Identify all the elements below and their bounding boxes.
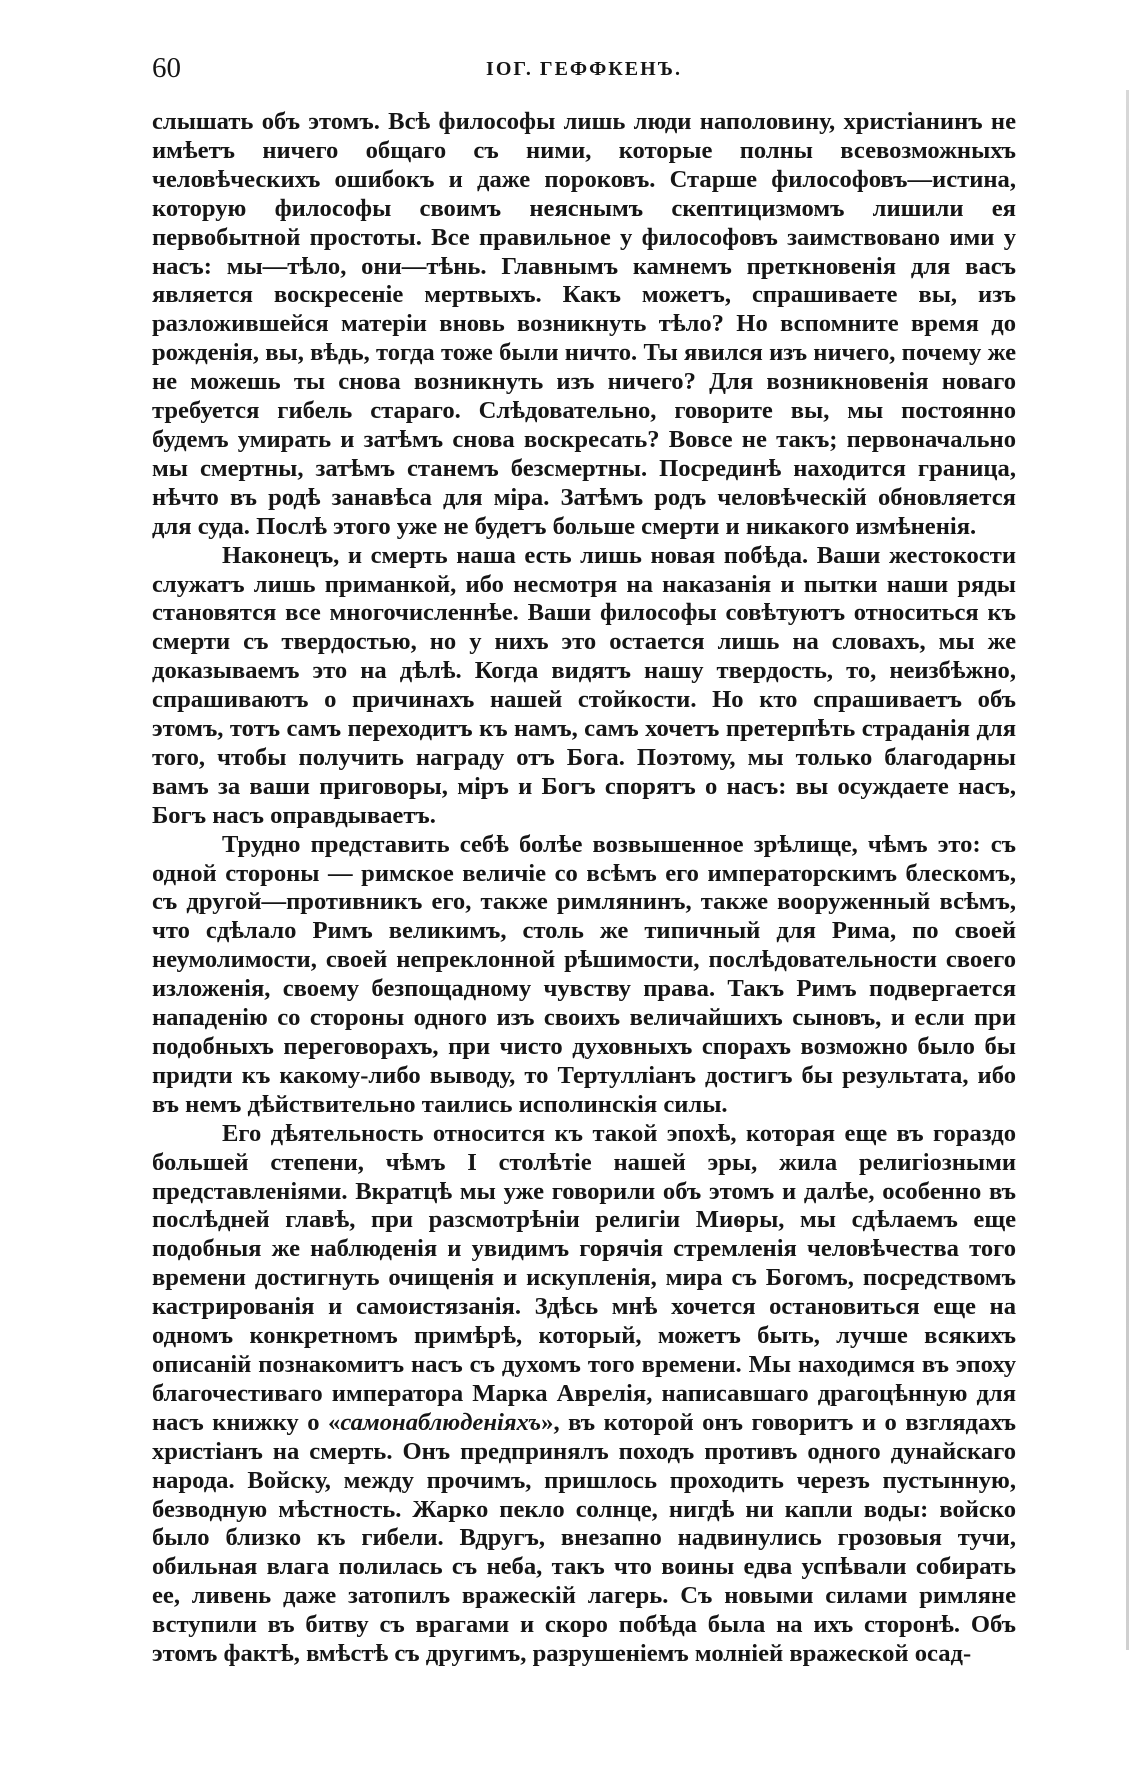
paragraph-3: Трудно представить себѣ болѣе возвышенное зрѣлище, чѣмъ это: съ одной стороны — римское величіе со всѣмъ его императорскимъ блескомъ, съ другой—противникъ его, также римлянинъ, также вооруженный всѣмъ, что сдѣлало Римъ великимъ, столь же типичный для Рима, по своей неумолимости, своей непреклонной рѣшимости, послѣдовательности своего изложенія, своему безпощадному чувству права. Такъ Римъ подвергается нападенію со стороны одного изъ своихъ величайшихъ сыновъ, и если при подобныхъ переговорахъ, при чисто духовныхъ спорахъ возможно было бы придти къ какому-либо выводу, то Тертулліанъ достигъ бы результата, ибо въ немъ дѣйствительно таились исполинскія силы.: [152, 830, 1016, 1118]
paragraph-2: Наконецъ, и смерть наша есть лишь новая побѣда. Ваши жестокости служатъ лишь приманкой, ибо несмотря на наказанія и пытки наши ряды становятся все многочисленнѣе. Ваши философы совѣтуютъ относиться къ смерти съ твердостью, но у нихъ это остается лишь на словахъ, мы же доказываемъ это на дѣлѣ. Когда видятъ нашу твердость, то, неизбѣжно, спрашиваютъ о причинахъ нашей стойкости. Но кто спрашиваетъ объ этомъ, тотъ самъ переходитъ къ намъ, самъ хочетъ претерпѣть страданія для того, чтобы получить награду отъ Бога. Поэтому, мы только благодарны вамъ за ваши приговоры, міръ и Богъ спорятъ о насъ: вы осуждаете насъ, Богъ насъ оправдываетъ.: [152, 541, 1016, 829]
paragraph-4: [152, 1120, 1016, 1669]
paragraph-4-text-start: Его дѣятельность относится къ такой эпохѣ, которая еще въ гораздо большей степени, чѣмъ I столѣтіе нашей эры, жила религіозными представленіями. Вкратцѣ мы уже говорили объ этомъ и далѣе, особенно въ послѣдней главѣ, при разсмотрѣніи религіи Миѳры, мы сдѣлаемъ еще подобныя же наблюденія и увидимъ горячія стремленія человѣчества того времени достигнуть очищенія и искупленія, мира съ Богомъ, посредствомъ кастрированія и самоистязанія. Здѣсь мнѣ хочется остановиться еще на одномъ конкретномъ примѣрѣ, который, можетъ быть, лучше всякихъ описаній познакомитъ насъ съ духомъ того времени. Мы находимся въ эпоху благочестиваго императора Марка Аврелія, написавшаго драгоцѣнную для насъ книжку о «: [152, 1119, 1016, 1436]
book-title-italic: самонаблюденіяхъ: [340, 1408, 542, 1436]
running-head: IOГ. ГЕФФКЕНЪ.: [486, 58, 682, 80]
page-header: [152, 50, 1016, 86]
paragraph-1: слышать объ этомъ. Всѣ философы лишь люди наполовину, христіанинъ не имѣетъ ничего общаго съ ними, которые полны всевозможныхъ человѣческихъ ошибокъ и даже пороковъ. Старше философовъ—истина, которую философы своимъ неяснымъ скептицизмомъ лишили ея первобытной простоты. Все правильное у философовъ заимствовано ими у насъ: мы—тѣло, они—тѣнь. Главнымъ камнемъ преткновенія для васъ является воскресеніе мертвыхъ. Какъ можетъ, спрашиваете вы, изъ разложившейся матеріи вновь возникнуть тѣло? Но вспомните время до рожденія, вы, вѣдь, тогда тоже были ничто. Ты явился изъ ничего, почему же не можешь ты снова возникнуть изъ ничего? Для возникновенія новаго требуется гибель стараго. Слѣдовательно, говорите вы, мы постоянно будемъ умирать и затѣмъ снова воскресать? Вовсе не такъ; первоначально мы смертны, затѣмъ станемъ безсмертны. Посрединѣ находится граница, нѣчто въ родѣ занавѣса для міра. Затѣмъ родъ человѣческій обновляется для суда. Послѣ этого уже не будетъ больше смерти и никакого измѣненія.: [152, 108, 1016, 540]
page-number: 60: [152, 52, 181, 84]
page-edge-line: [1126, 90, 1129, 1650]
body-text: [152, 108, 1016, 1669]
paragraph-4-text-end: », въ которой онъ говоритъ и о взглядахъ христіанъ на смерть. Онъ предпринялъ походъ противъ одного дунайскаго народа. Войску, между прочимъ, пришлось проходить черезъ пустынную, безводную мѣстность. Жарко пекло солнце, нигдѣ ни капли воды: войско было близко къ гибели. Вдругъ, внезапно надвинулись грозовыя тучи, обильная влага полилась съ неба, такъ что воины едва успѣвали собирать ее, ливень даже затопилъ вражескій лагерь. Съ новыми силами римляне вступили въ битву съ врагами и скоро побѣда была на ихъ сторонѣ. Объ этомъ фактѣ, вмѣстѣ съ другимъ, разрушеніемъ молніей вражеской осад-: [152, 1408, 1016, 1668]
